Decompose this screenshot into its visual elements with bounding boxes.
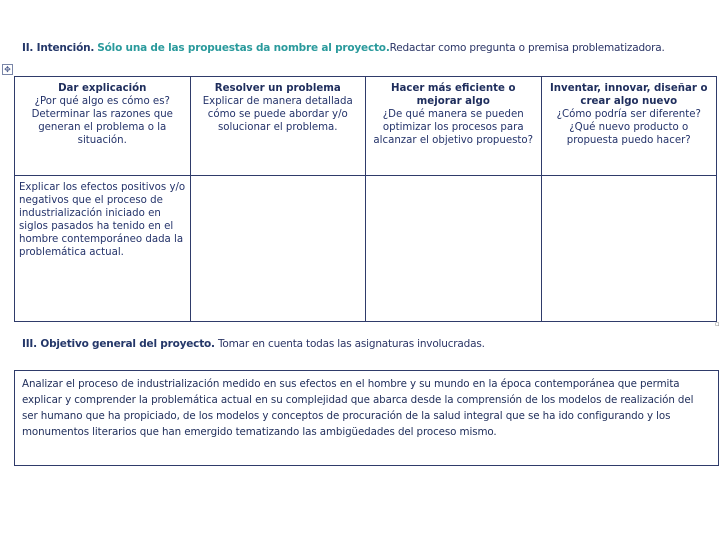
column-title: Resolver un problema xyxy=(214,83,341,94)
section-2-accent: Sólo una de las propuestas da nombre al proyecto. xyxy=(97,42,390,54)
answer-cell-solve[interactable] xyxy=(190,176,366,322)
column-description: ¿Por qué algo es cómo es? Determinar las razones que generan el problema o la situación. xyxy=(31,96,173,146)
page-margin-marker: ▫ xyxy=(715,320,720,328)
section-3-instruction: Tomar en cuenta todas las asignaturas involucradas. xyxy=(217,338,485,350)
section-3-title: III. Objetivo general del proyecto. xyxy=(22,338,215,350)
answer-cell-improve[interactable] xyxy=(366,176,542,322)
column-solve[interactable] xyxy=(190,77,366,176)
column-title: Hacer más eficiente o mejorar algo xyxy=(391,83,516,107)
table-header-row xyxy=(15,77,717,176)
section-2-instruction: Redactar como pregunta o premisa problematizadora. xyxy=(389,42,665,54)
answer-cell-explain[interactable]: Explicar los efectos positivos y/o negativos que el proceso de industrialización iniciado en siglos pasados ha tenido en el hombre contemporáneo dada la problemática actual. xyxy=(15,176,191,322)
column-explain[interactable] xyxy=(15,77,191,176)
column-invent[interactable] xyxy=(541,77,717,176)
table-answer-row xyxy=(15,176,717,322)
column-description: ¿Cómo podría ser diferente? ¿Qué nuevo producto o propuesta puedo hacer? xyxy=(556,109,701,146)
section-3-heading xyxy=(22,338,485,350)
section-2-heading xyxy=(22,42,665,54)
column-improve[interactable] xyxy=(366,77,542,176)
section-2-number: II. Intención. xyxy=(22,42,95,54)
column-description: ¿De qué manera se pueden optimizar los procesos para alcanzar el objetivo propuesto? xyxy=(373,109,534,146)
table-move-handle-icon[interactable]: ✥ xyxy=(2,64,13,75)
column-title: Inventar, innovar, diseñar o crear algo nuevo xyxy=(550,83,708,107)
intention-table xyxy=(14,76,717,322)
answer-cell-invent[interactable] xyxy=(541,176,717,322)
column-title: Dar explicación xyxy=(58,83,147,94)
column-description: Explicar de manera detallada cómo se puede abordar y/o solucionar el problema. xyxy=(202,96,353,133)
general-objective-text[interactable]: Analizar el proceso de industrialización medido en sus efectos en el hombre y su mundo en la época contemporánea que permita explicar y comprender la problemática actual en su complejidad que abarca desde la comprensión de los modelos de realización del ser humano que ha propiciado, de los modelos y conceptos de procuración de la salud integral que se ha ido configurando y los monumentos literarios que han emergido tematizando las ambigüedades del proceso mismo. xyxy=(14,370,719,466)
